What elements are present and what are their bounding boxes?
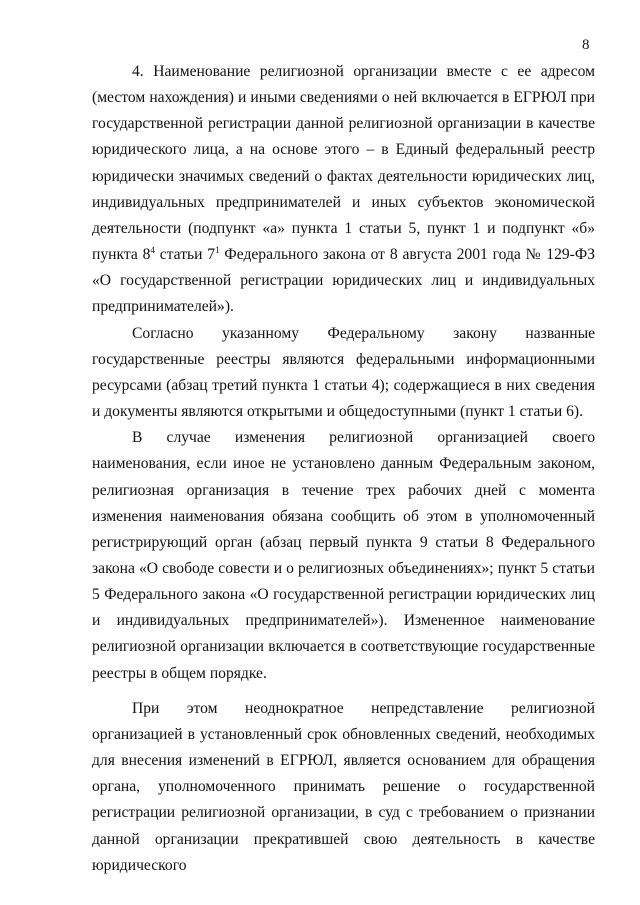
superscript-2: 1 bbox=[215, 244, 220, 255]
paragraph-1-text-b: статьи 7 bbox=[154, 246, 216, 264]
paragraph-1-text-c: Федерального закона от 8 августа 2001 года № 129-ФЗ «О государственной регистрации юридических лиц и индивидуальных предпринимателей»). bbox=[92, 246, 596, 316]
paragraph-2: Согласно указанному Федеральному закону названные государственные реестры являются федеральными информационными ресурсами (абзац третий пункта 1 статьи 4); содержащиеся в них сведения и документы являются открытыми и общедоступными (пункт 1 статьи 6). bbox=[92, 324, 595, 421]
paragraph-1-text-a: 4. Наименование религиозной организации вместе с ее адресом (местом нахождения) и иными сведениями о ней включается в ЕГРЮЛ при государственной регистрации данной религиозной организации в качестве юридического лица, а на основе этого – в Единый федеральный реестр юридически значимых сведений о фактах деятельности юридических лиц, индивидуальных предпринимателей и иных субъектов экономической деятельности (подпункт «а» пункта 1 статьи 5, пункт 1 и подпункт «б» пункта 8 bbox=[92, 63, 595, 264]
paragraph-1 bbox=[92, 59, 595, 321]
paragraph-4: При этом неоднократное непредставление религиозной организацией в установленный срок обновленных сведений, необходимых для внесения изменений в ЕГРЮЛ, является основанием для обращения органа, уполномоченного принимать решение о государственной регистрации религиозной организации, в суд с требованием о признании данной организации прекратившей свою деятельность в качестве юридического bbox=[92, 699, 595, 874]
superscript-1: 4 bbox=[150, 244, 155, 255]
paragraph-3: В случае изменения религиозной организацией своего наименования, если иное не установлено данным Федеральным законом, религиозная организация в течение трех рабочих дней с момента изменения наименования обязана сообщить об этом в уполномоченный регистрирующий орган (абзац первый пункта 9 статьи 8 Федерального закона «О свободе совести и о религиозных объединениях»; пункт 5 статьи 5 Федерального закона «О государственной регистрации юридических лиц и индивидуальных предпринимателей»). Измененное наименование религиозной организации включается в соответствующие государственные реестры в общем порядке. bbox=[92, 429, 595, 682]
page-number: 8 bbox=[582, 37, 590, 53]
document-body bbox=[92, 59, 595, 879]
